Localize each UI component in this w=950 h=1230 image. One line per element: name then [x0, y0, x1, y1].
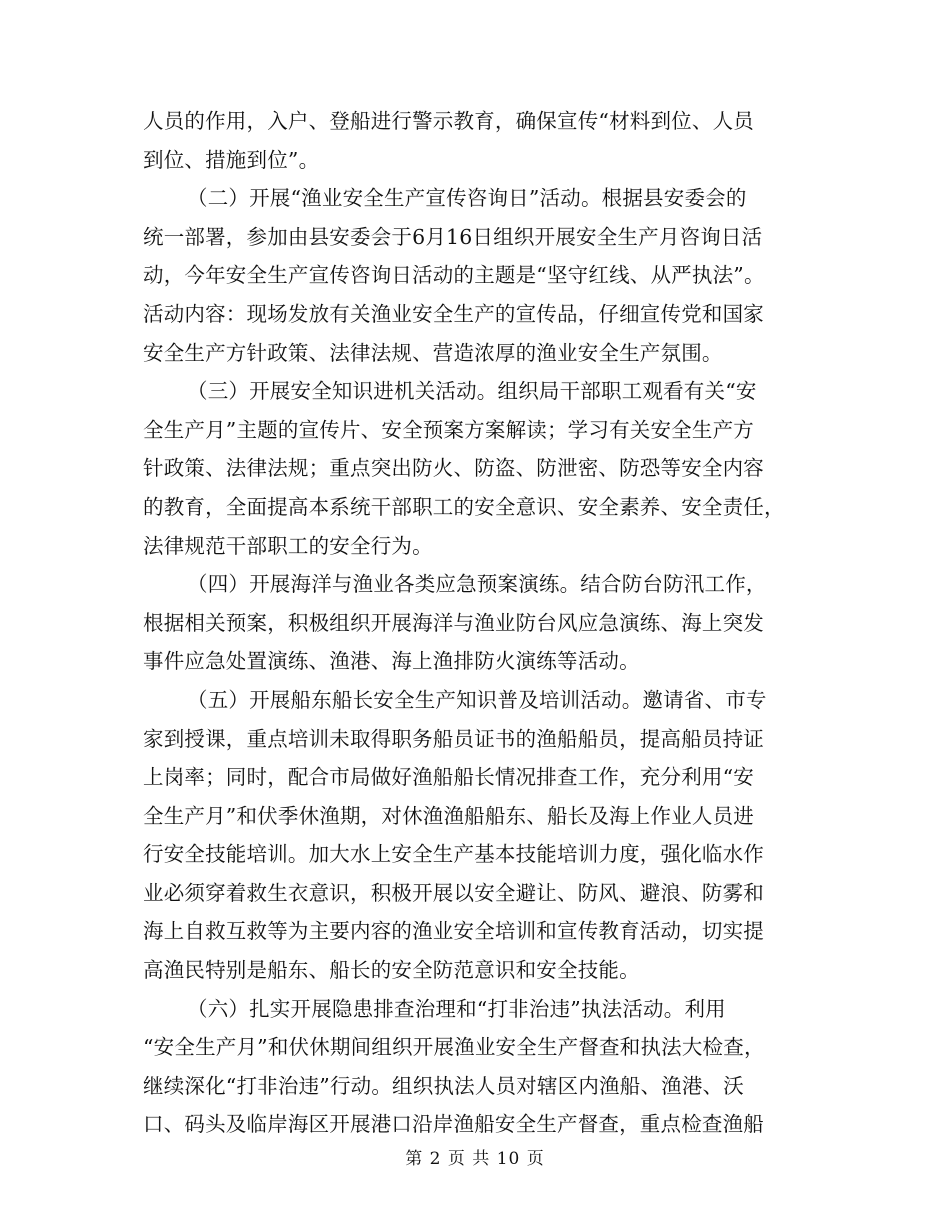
- paragraph-heading-line: （三）开展安全知识进机关活动。组织局干部职工观看有关“安: [187, 379, 757, 404]
- text-line: 家到授课，重点培训未取得职务船员证书的渔船船员，提高船员持证: [143, 726, 764, 751]
- page-number-footer: 第 2 页 共 10 页: [405, 1149, 545, 1169]
- text-line: “安全生产月”和伏休期间组织开展渔业安全生产督查和执法大检查，: [143, 1035, 765, 1060]
- text-line: 业必须穿着救生衣意识，积极开展以安全避让、防风、避浪、防雾和: [143, 880, 764, 905]
- text-line: 安全生产方针政策、法律法规、营造浓厚的渔业安全生产氛围。: [143, 340, 723, 365]
- text-line: 继续深化“打非治违”行动。组织执法人员对辖区内渔船、渔港、沃: [143, 1073, 744, 1098]
- text-line: 针政策、法律法规；重点突出防火、防盗、防泄密、防恐等安全内容: [143, 456, 764, 481]
- text-line: 的教育，全面提高本系统干部职工的安全意识、安全素养、安全责任，: [143, 494, 785, 519]
- text-line: 到位、措施到位”。: [143, 147, 320, 172]
- text-line: 事件应急处置演练、渔港、海上渔排防火演练等活动。: [143, 649, 640, 674]
- text-line: 根据相关预案，积极组织开展海洋与渔业防台风应急演练、海上突发: [143, 610, 764, 635]
- paragraph-heading-line: （四）开展海洋与渔业各类应急预案演练。结合防台防汛工作，: [187, 572, 767, 597]
- text-line: 活动内容：现场发放有关渔业安全生产的宣传品，仔细宣传党和国家: [143, 301, 764, 326]
- paragraph-heading-line: （六）扎实开展隐患排查治理和“打非治违”执法活动。利用: [187, 996, 726, 1021]
- text-line: 全生产月”和伏季休渔期，对休渔渔船船东、船长及海上作业人员进: [143, 803, 754, 828]
- text-line: 口、码头及临岸海区开展港口沿岸渔船安全生产督查，重点检查渔船: [143, 1112, 764, 1137]
- text-line: 统一部署，参加由县安委会于6月16日组织开展安全生产月咨询日活: [143, 224, 763, 249]
- text-line: 海上自救互救等为主要内容的渔业安全培训和宣传教育活动，切实提: [143, 919, 764, 944]
- paragraph-heading-line: （五）开展船东船长安全生产知识普及培训活动。邀请省、市专: [187, 687, 767, 712]
- text-line: 行安全技能培训。加大水上安全生产基本技能培训力度，强化临水作: [143, 842, 764, 867]
- text-line: 动，今年安全生产宣传咨询日活动的主题是“坚守红线、从严执法”。: [143, 263, 765, 288]
- text-line: 高渔民特别是船东、船长的安全防范意识和安全技能。: [143, 958, 640, 983]
- paragraph-heading-line: （二）开展“渔业安全生产宣传咨询日”活动。根据县安委会的: [187, 186, 747, 211]
- text-line: 全生产月”主题的宣传片、安全预案方案解读；学习有关安全生产方: [143, 417, 754, 442]
- text-line: 法律规范干部职工的安全行为。: [143, 533, 433, 558]
- document-body: [143, 102, 803, 1144]
- text-line: 人员的作用，入户、登船进行警示教育，确保宣传“材料到位、人员: [143, 109, 754, 133]
- text-line: 上岗率；同时，配合市局做好渔船船长情况排查工作，充分利用“安: [143, 765, 754, 790]
